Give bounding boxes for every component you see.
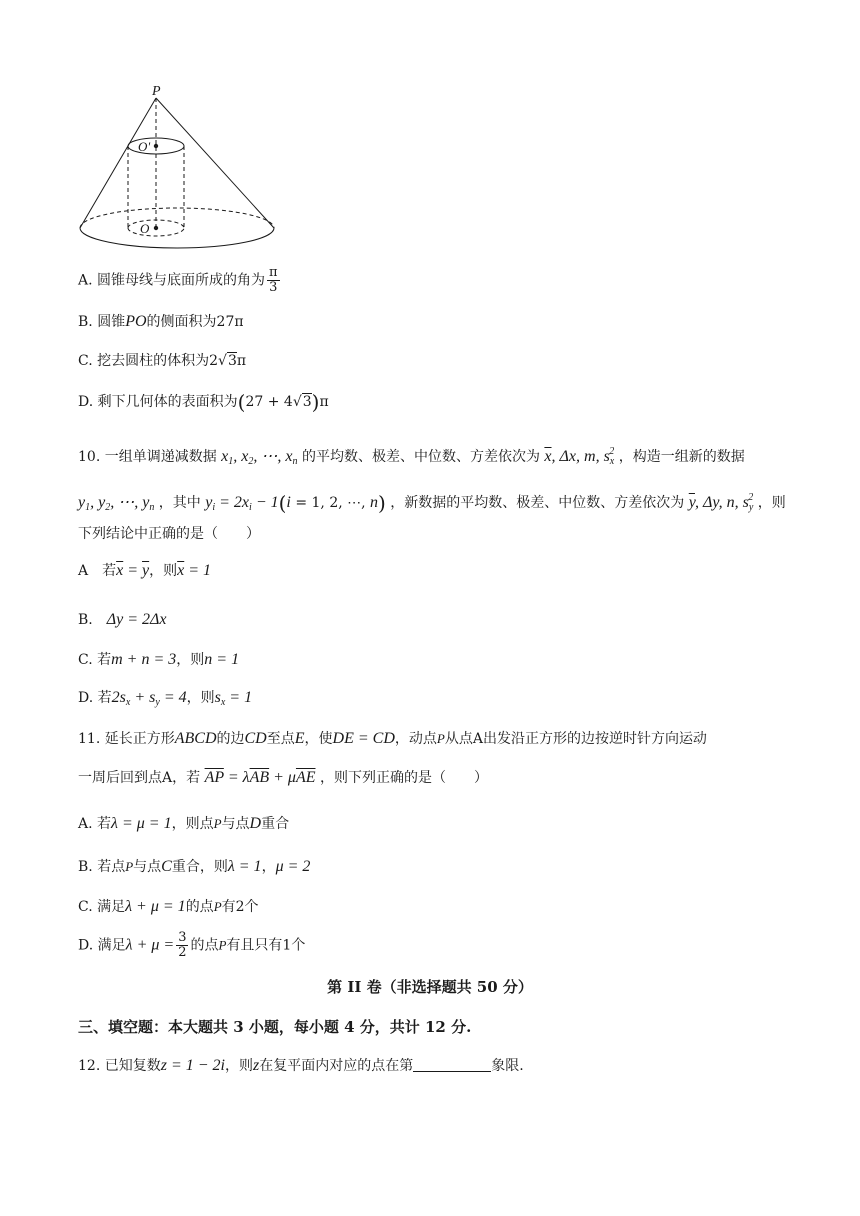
q10-option-c: C. 若m + n = 3，则n = 1 xyxy=(78,651,240,668)
q9-option-d: D. 剩下几何体的表面积为(27 + 4√3)π xyxy=(78,390,329,414)
q11-line-2: 一周后回到点A，若 $\overline{AP} = \lambda\overline{AB} + \mu\overline{AE}$ ，则下列正确的是（ ） xyxy=(78,769,488,786)
q10-option-a: A 若$\overline{x} = \overline{y}$，则$\overline{x} = 1$ xyxy=(78,562,212,579)
bottom-center-point xyxy=(154,226,158,230)
q9-option-c: C. 挖去圆柱的体积为2√3π xyxy=(78,353,247,369)
bottom-center-label: O xyxy=(140,221,150,236)
top-center-point xyxy=(154,144,158,148)
q11-option-d: D. 满足λ + μ = $\frac{3}{2}$ 的点P有且只有1个 xyxy=(78,930,306,960)
q10-line-3: 下列结论中正确的是（ ） xyxy=(78,526,260,542)
q11-option-c: C. 满足λ + μ = 1的点P有2个 xyxy=(78,898,259,915)
q9-option-b: B. 圆锥PO的侧面积为27π xyxy=(78,313,244,330)
part-two-title: 第 II 卷（非选择题共 50 分） xyxy=(327,978,533,996)
q9-option-a: A. 圆锥母线与底面所成的角为 $\frac{\pi}{3}$ xyxy=(78,265,278,295)
top-center-label: O' xyxy=(138,139,151,154)
cone-base-back xyxy=(80,208,274,228)
q10-line-1: 10. 一组单调递减数据 $x_1$, $x_2$, ⋯, $x_n$ 的平均数、极差、中位数、方差依次为 $\overline{x}$, Δx, m, $s_x^2$ ，构造一组新的数据 xyxy=(78,446,745,467)
q10-option-d: D. 若$2s_x + s_y = 4$，则$s_x = 1$ xyxy=(78,689,253,708)
answer-blank[interactable] xyxy=(413,1057,491,1072)
q11-option-a: A. 若λ = μ = 1，则点P与点D重合 xyxy=(78,815,290,832)
cone-left-generator xyxy=(80,98,156,228)
q11-option-b: B. 若点P与点C重合，则λ = 1，μ = 2 xyxy=(78,858,311,875)
q11-line-1: 11. 延长正方形ABCD的边CD至点E，使DE = CD，动点P从点A出发沿正方形的边按逆时针方向运动 xyxy=(78,730,707,747)
q10-line-2: $y_1$, $y_2$, ⋯, $y_n$ ，其中 $y_i = 2x_i - 1(i = 1$, 2, ⋯, n) ，新数据的平均数、极差、中位数、方差依次为 $\overline{y}$, Δy, n, $s_y^2$ ，则 xyxy=(78,491,786,515)
q10-option-b: B. Δy = 2Δx xyxy=(78,611,167,628)
cone-figure xyxy=(72,84,282,256)
apex-label: P xyxy=(152,84,161,99)
section-three-title: 三、填空题：本大题共 3 小题，每小题 4 分，共计 12 分. xyxy=(78,1018,472,1036)
cone-base-front xyxy=(80,228,274,248)
q12-line: 12. 已知复数z = 1 − 2i，则z在复平面内对应的点在第 象限. xyxy=(78,1057,524,1074)
